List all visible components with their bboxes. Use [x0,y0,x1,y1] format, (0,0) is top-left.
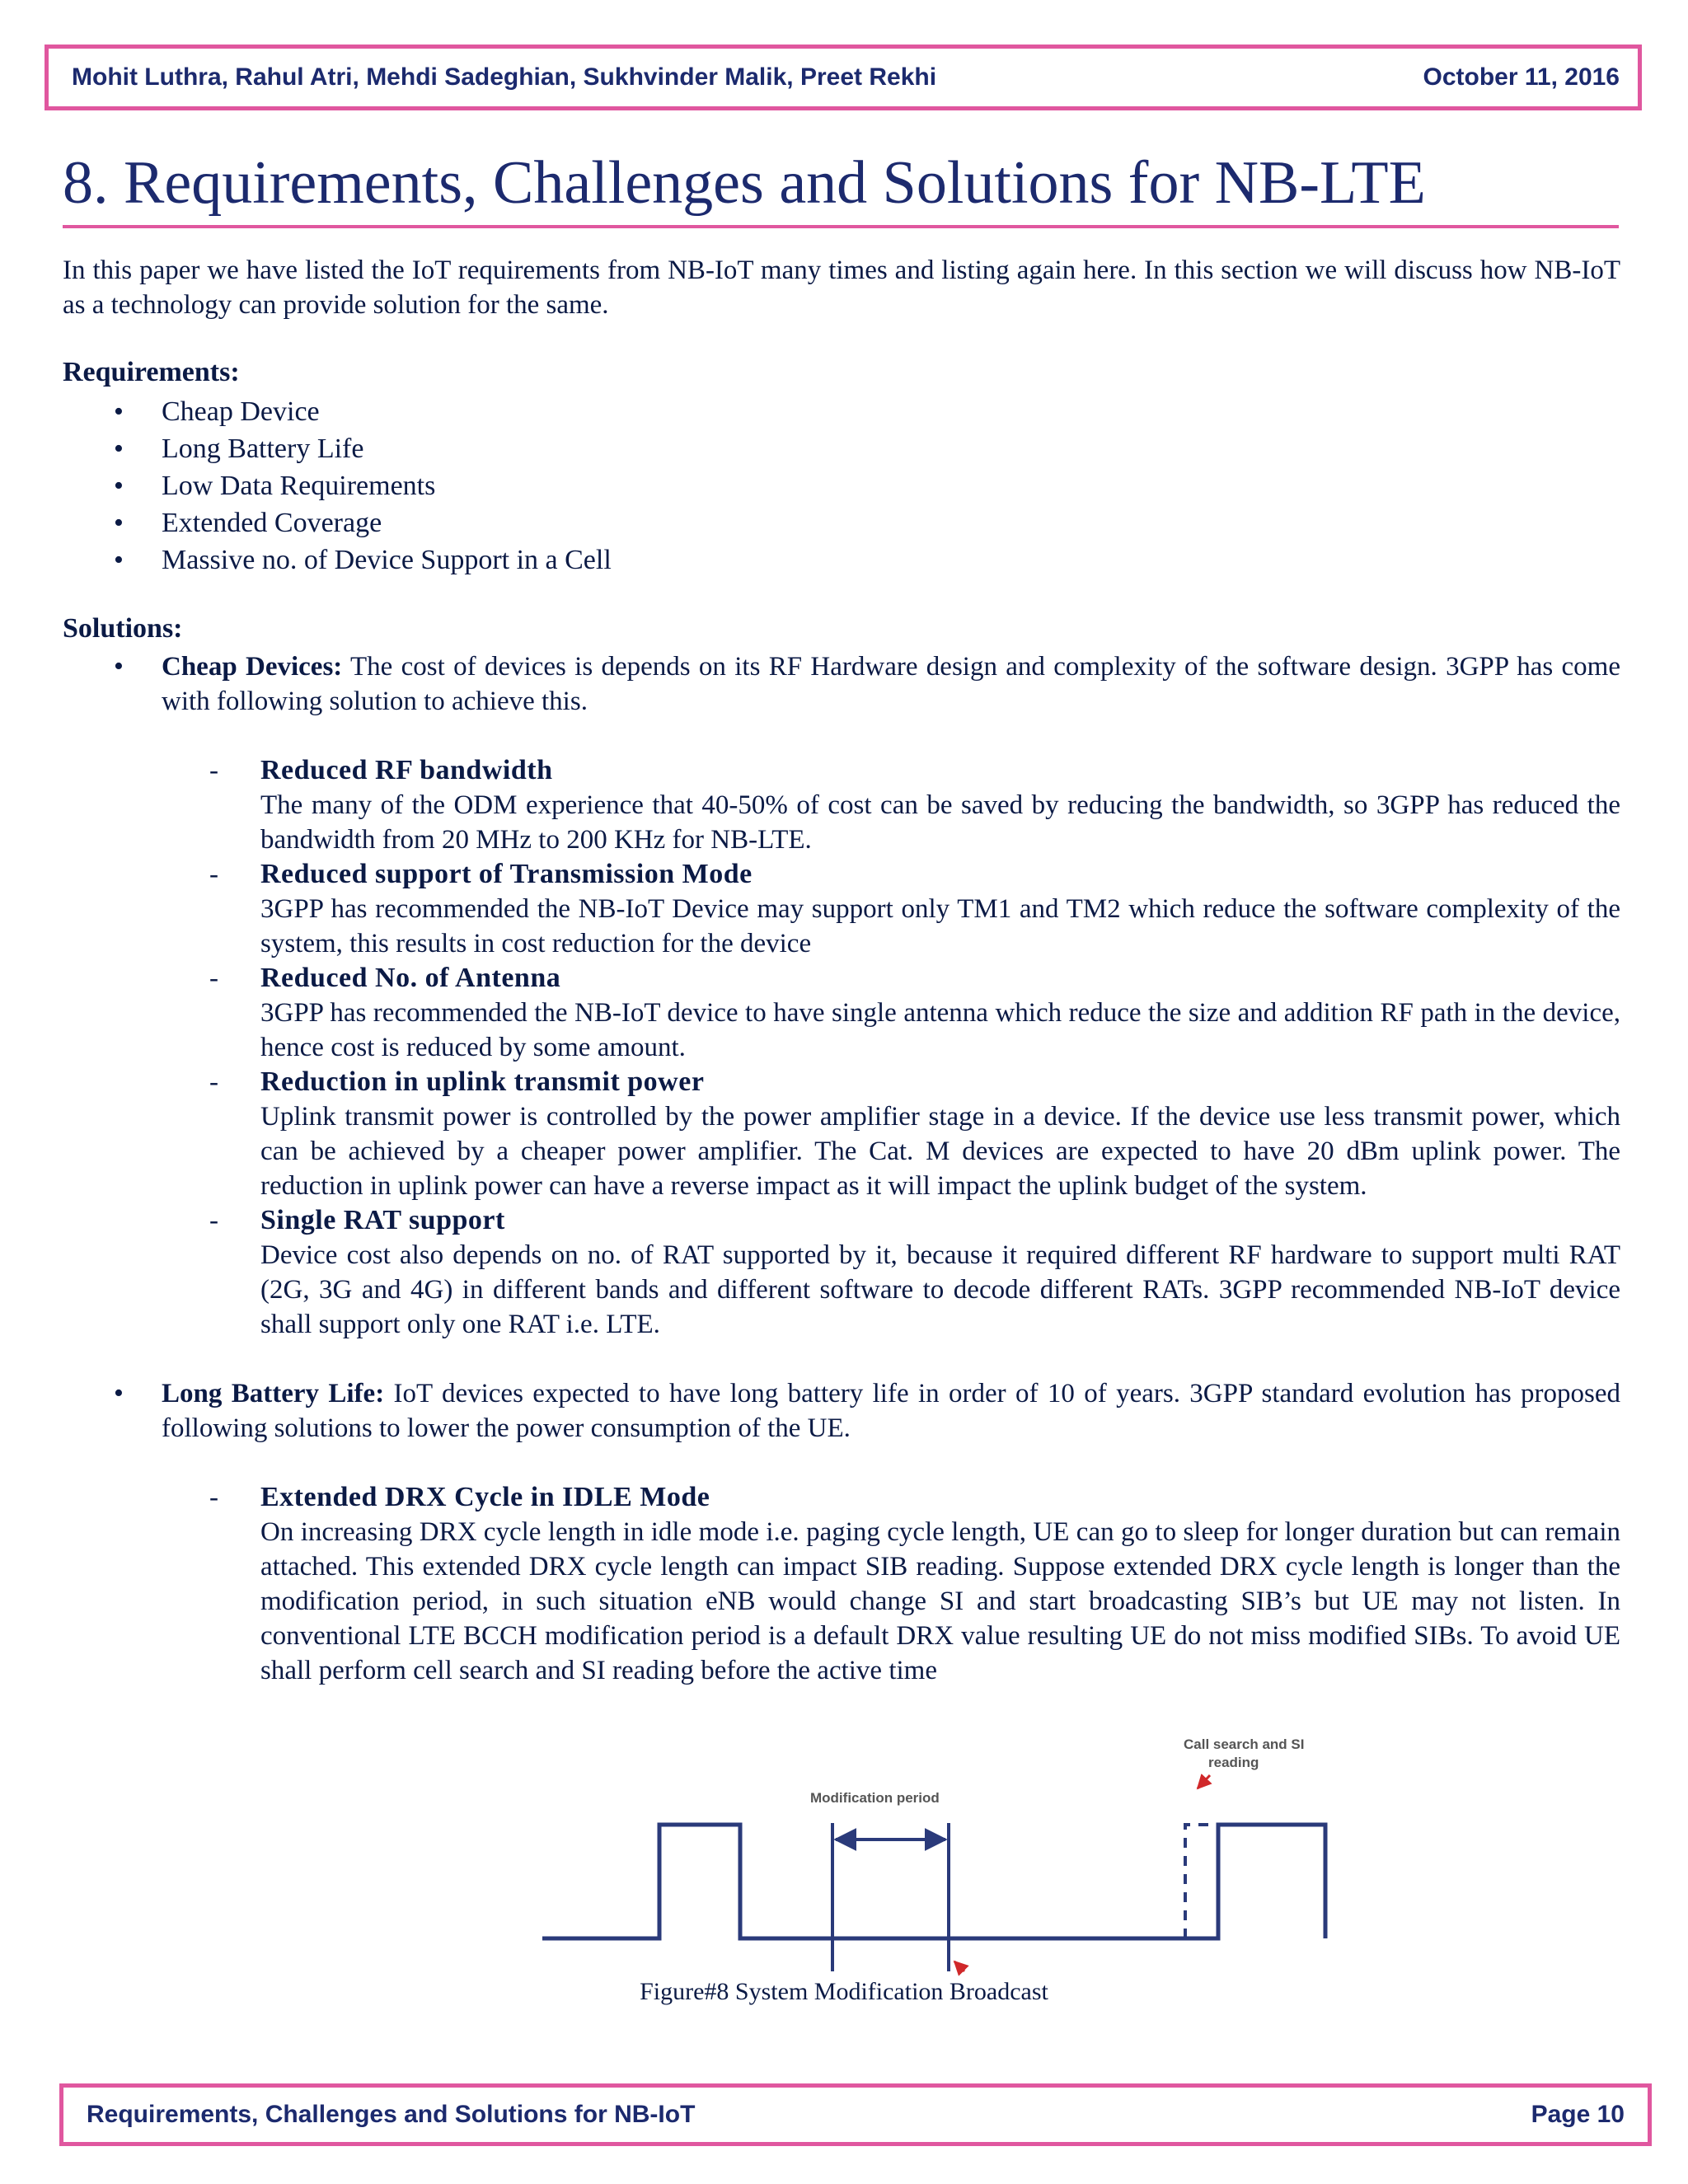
subitem-extended-drx [63,1480,1620,1688]
subitem-text: On increasing DRX cycle length in idle mode i.e. paging cycle length, UE can go to sleep for longer duration but can remain attached. This extended DRX cycle length can impact SIB reading. Suppose extended DRX cycle length is longer than the modification period, in such situation eNB would change SI and start broadcasting SIB’s but UE may not listen. In conventional LTE BCCH modification period is a default DRX value resulting UE do not miss modified SIBs. To avoid UE shall perform cell search and SI reading before the active time [260,1517,1620,1686]
cell-search-label-line1: Call search and SI [1184,1736,1305,1752]
header-date: October 11, 2016 [1423,63,1620,91]
cheap-subitems [63,753,1620,1342]
subitem-transmission-mode [63,857,1620,961]
signal-waveform [542,1825,1185,1938]
subitem-heading: - Single RAT support [260,1205,505,1236]
solution-battery-label: Long Battery Life: [162,1379,385,1409]
solution-cheap-label: Cheap Devices: [162,652,343,682]
subitem-text: Device cost also depends on no. of RAT supported by it, because it required different RF hardware to support multi RAT (2G, 3G and 4G) in different bands and different software to decode different RATs. 3GPP recommended NB-IoT device shall support only one RAT i.e. LTE. [260,1240,1620,1340]
subitem-heading: - Reduced support of Transmission Mode [260,859,753,890]
title-rule [63,225,1619,228]
solution-long-battery [63,1376,1620,1446]
subitem-heading: - Reduced No. of Antenna [260,963,561,994]
list-item: • Low Data Requirements [63,467,1620,504]
list-item: • Cheap Device [63,393,1620,430]
dashed-pulse-edge [1185,1825,1218,1938]
page-footer [59,2083,1652,2146]
list-item: • Extended Coverage [63,504,1620,541]
subitem-heading: - Reduction in uplink transmit power [260,1066,705,1098]
battery-subitems [63,1480,1620,1688]
footer-title: Requirements, Challenges and Solutions for NB-IoT [87,2101,696,2128]
figure-caption: Figure#8 System Modification Broadcast [640,1978,1048,2005]
list-item: • Long Battery Life [63,430,1620,467]
list-item: • Massive no. of Device Support in a Cell [63,541,1620,579]
header-authors: Mohit Luthra, Rahul Atri, Mehdi Sadeghian, Sukhvinder Malik, Preet Rekhi [72,63,937,91]
subitem-text: 3GPP has recommended the NB-IoT Device may support only TM1 and TM2 which reduce the software complexity of the system, this results in cost reduction for the device [260,894,1620,959]
page-header [45,45,1642,110]
modification-period-label: Modification period [810,1790,940,1806]
cell-search-arrow [1198,1775,1210,1788]
solution-cheap-text: The cost of devices is depends on its RF Hardware design and complexity of the software design. 3GPP has come with following solution to achieve this. [162,652,1620,717]
subitem-uplink-power [63,1065,1620,1203]
solutions-heading: Solutions: [63,613,183,644]
signal-waveform-pulse-2 [1185,1825,1325,1938]
section-title: 8. Requirements, Challenges and Solutions for NB-LTE [63,149,1426,217]
subitem-heading: - Reduced RF bandwidth [260,755,553,786]
subitem-antenna [63,961,1620,1065]
solution-cheap-paragraph [162,649,1620,719]
subitem-heading: - Extended DRX Cycle in IDLE Mode [260,1482,710,1513]
requirements-list [63,393,1620,579]
modification-arrow [954,1961,964,1971]
footer-page-number: Page 10 [1531,2101,1625,2128]
system-modification-figure [542,1732,1334,1980]
page-content [63,148,1620,1688]
solution-cheap-devices [63,649,1620,719]
subitem-rf-bandwidth [63,753,1620,857]
subitem-text: 3GPP has recommended the NB-IoT device to have single antenna which reduce the size and addition RF path in the device, hence cost is reduced by some amount. [260,998,1620,1063]
subitem-text: The many of the ODM experience that 40-50% of cost can be saved by reducing the bandwidth, so 3GPP has reduced the bandwidth from 20 MHz to 200 KHz for NB-LTE. [260,790,1620,855]
solution-battery-text: IoT devices expected to have long battery life in order of 10 of years. 3GPP standard evolution has proposed following solutions to lower the power consumption of the UE. [162,1379,1621,1444]
intro-paragraph: In this paper we have listed the IoT requirements from NB-IoT many times and listing again here. In this section we will discuss how NB-IoT as a technology can provide solution for the same. [63,255,1620,321]
solution-battery-paragraph [162,1376,1620,1446]
subitem-text: Uplink transmit power is controlled by the power amplifier stage in a device. If the device use less transmit power, which can be achieved by a cheaper power amplifier. The Cat. M devices are expected to have 20 dBm uplink power. The reduction in uplink power can have a reverse impact as it will impact the uplink budget of the system. [260,1102,1620,1202]
subitem-single-rat [63,1203,1620,1342]
cell-search-label-line2: reading [1208,1755,1259,1770]
requirements-heading: Requirements: [63,357,240,388]
